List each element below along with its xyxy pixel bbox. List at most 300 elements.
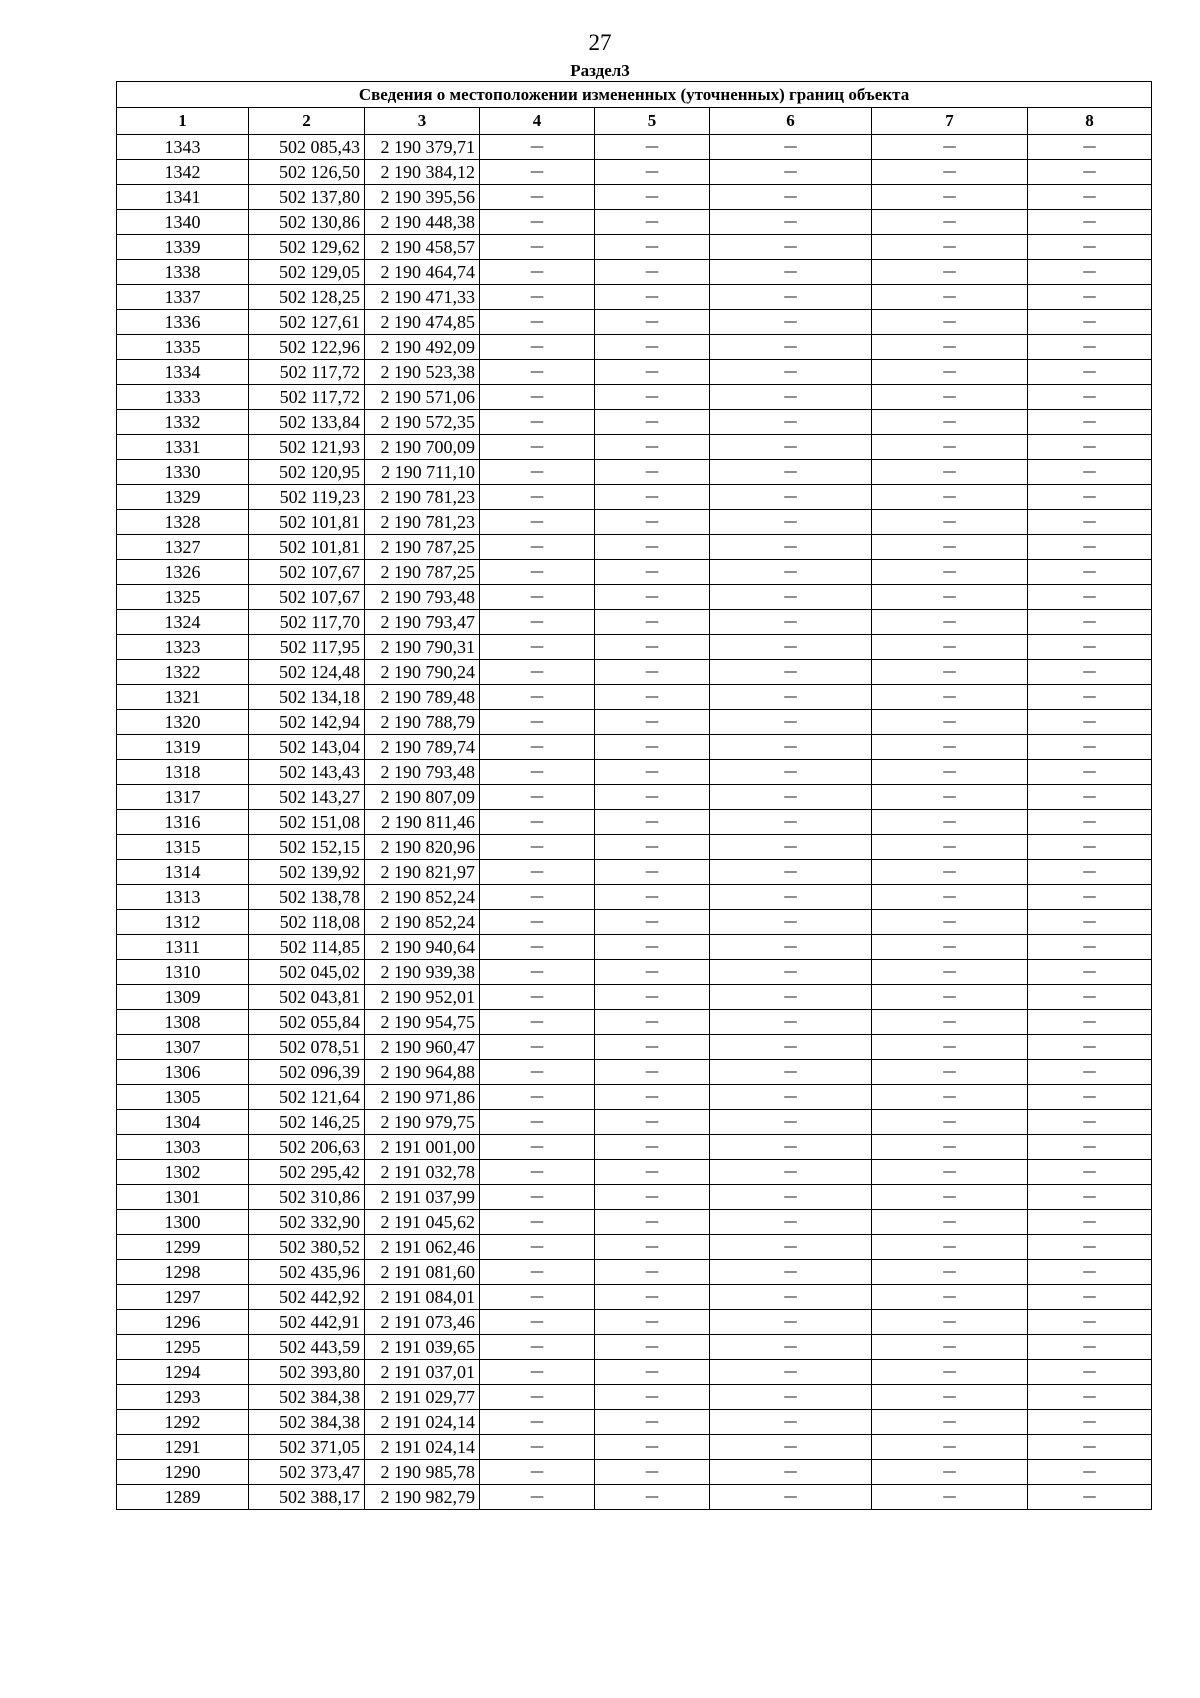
x-coordinate-cell: 502 143,43 — [249, 760, 365, 785]
x-coordinate-cell: 502 126,50 — [249, 160, 365, 185]
column-8-cell: — — [1028, 760, 1152, 785]
column-8-cell: — — [1028, 335, 1152, 360]
column-8-cell: — — [1028, 785, 1152, 810]
column-4-cell: — — [480, 1435, 595, 1460]
column-7-cell: — — [872, 385, 1028, 410]
column-5-cell: — — [595, 160, 710, 185]
x-coordinate-cell: 502 128,25 — [249, 285, 365, 310]
y-coordinate-cell: 2 190 979,75 — [365, 1110, 480, 1135]
point-number-cell: 1297 — [117, 1285, 249, 1310]
column-4-cell: — — [480, 1010, 595, 1035]
column-4-cell: — — [480, 660, 595, 685]
column-5-cell: — — [595, 810, 710, 835]
column-8-cell: — — [1028, 210, 1152, 235]
column-6-cell: — — [710, 585, 872, 610]
column-header: 1 — [117, 108, 249, 135]
column-8-cell: — — [1028, 460, 1152, 485]
column-4-cell: — — [480, 610, 595, 635]
y-coordinate-cell: 2 190 940,64 — [365, 935, 480, 960]
column-6-cell: — — [710, 260, 872, 285]
page-number: 27 — [588, 30, 612, 55]
column-8-cell: — — [1028, 735, 1152, 760]
column-6-cell: — — [710, 1410, 872, 1435]
column-6-cell: — — [710, 135, 872, 160]
column-7-cell: — — [872, 510, 1028, 535]
column-4-cell: — — [480, 210, 595, 235]
column-4-cell: — — [480, 935, 595, 960]
column-5-cell: — — [595, 1485, 710, 1510]
column-6-cell: — — [710, 735, 872, 760]
column-6-cell: — — [710, 1085, 872, 1110]
column-7-cell: — — [872, 910, 1028, 935]
column-5-cell: — — [595, 835, 710, 860]
column-8-cell: — — [1028, 160, 1152, 185]
column-8-cell: — — [1028, 1435, 1152, 1460]
point-number-cell: 1299 — [117, 1235, 249, 1260]
column-5-cell: — — [595, 735, 710, 760]
column-8-cell: — — [1028, 935, 1152, 960]
column-8-cell: — — [1028, 885, 1152, 910]
column-5-cell: — — [595, 410, 710, 435]
point-number-cell: 1293 — [117, 1385, 249, 1410]
column-8-cell: — — [1028, 860, 1152, 885]
point-number-cell: 1334 — [117, 360, 249, 385]
column-6-cell: — — [710, 1310, 872, 1335]
y-coordinate-cell: 2 191 024,14 — [365, 1410, 480, 1435]
point-number-cell: 1343 — [117, 135, 249, 160]
y-coordinate-cell: 2 191 084,01 — [365, 1285, 480, 1310]
column-4-cell: — — [480, 135, 595, 160]
column-5-cell: — — [595, 285, 710, 310]
y-coordinate-cell: 2 190 700,09 — [365, 435, 480, 460]
column-4-cell: — — [480, 1235, 595, 1260]
table-row — [117, 1060, 1152, 1085]
y-coordinate-cell: 2 191 001,00 — [365, 1135, 480, 1160]
column-7-cell: — — [872, 1310, 1028, 1335]
column-7-cell: — — [872, 1060, 1028, 1085]
x-coordinate-cell: 502 045,02 — [249, 960, 365, 985]
y-coordinate-cell: 2 190 384,12 — [365, 160, 480, 185]
column-7-cell: — — [872, 1485, 1028, 1510]
column-8-cell: — — [1028, 1235, 1152, 1260]
point-number-cell: 1321 — [117, 685, 249, 710]
column-4-cell: — — [480, 1035, 595, 1060]
point-number-cell: 1291 — [117, 1435, 249, 1460]
column-7-cell: — — [872, 1410, 1028, 1435]
column-5-cell: — — [595, 910, 710, 935]
y-coordinate-cell: 2 191 073,46 — [365, 1310, 480, 1335]
x-coordinate-cell: 502 117,72 — [249, 360, 365, 385]
section-title: Раздел3 — [570, 61, 630, 80]
x-coordinate-cell: 502 130,86 — [249, 210, 365, 235]
column-5-cell: — — [595, 1260, 710, 1285]
column-7-cell: — — [872, 685, 1028, 710]
column-8-cell: — — [1028, 410, 1152, 435]
column-5-cell: — — [595, 1410, 710, 1435]
point-number-cell: 1305 — [117, 1085, 249, 1110]
column-5-cell: — — [595, 660, 710, 685]
point-number-cell: 1311 — [117, 935, 249, 960]
table-row — [117, 1135, 1152, 1160]
column-6-cell: — — [710, 1260, 872, 1285]
column-7-cell: — — [872, 1235, 1028, 1260]
x-coordinate-cell: 502 143,04 — [249, 735, 365, 760]
x-coordinate-cell: 502 152,15 — [249, 835, 365, 860]
column-7-cell: — — [872, 360, 1028, 385]
column-8-cell: — — [1028, 260, 1152, 285]
column-6-cell: — — [710, 335, 872, 360]
x-coordinate-cell: 502 117,70 — [249, 610, 365, 635]
column-7-cell: — — [872, 160, 1028, 185]
table-row — [117, 1035, 1152, 1060]
column-4-cell: — — [480, 1360, 595, 1385]
x-coordinate-cell: 502 117,72 — [249, 385, 365, 410]
point-number-cell: 1318 — [117, 760, 249, 785]
point-number-cell: 1324 — [117, 610, 249, 635]
column-6-cell: — — [710, 985, 872, 1010]
column-8-cell: — — [1028, 960, 1152, 985]
point-number-cell: 1294 — [117, 1360, 249, 1385]
column-header: 8 — [1028, 108, 1152, 135]
y-coordinate-cell: 2 191 045,62 — [365, 1210, 480, 1235]
table-row — [117, 610, 1152, 635]
column-7-cell: — — [872, 1435, 1028, 1460]
column-8-cell: — — [1028, 685, 1152, 710]
column-6-cell: — — [710, 960, 872, 985]
column-6-cell: — — [710, 635, 872, 660]
table-row — [117, 285, 1152, 310]
x-coordinate-cell: 502 380,52 — [249, 1235, 365, 1260]
x-coordinate-cell: 502 310,86 — [249, 1185, 365, 1210]
point-number-cell: 1328 — [117, 510, 249, 535]
y-coordinate-cell: 2 190 982,79 — [365, 1485, 480, 1510]
column-7-cell: — — [872, 1160, 1028, 1185]
table-caption: Сведения о местоположении измененных (уточненных) границ объекта — [117, 82, 1152, 108]
column-7-cell: — — [872, 1210, 1028, 1235]
point-number-cell: 1295 — [117, 1335, 249, 1360]
table-row — [117, 260, 1152, 285]
point-number-cell: 1335 — [117, 335, 249, 360]
column-4-cell: — — [480, 760, 595, 785]
column-7-cell: — — [872, 1085, 1028, 1110]
column-4-cell: — — [480, 560, 595, 585]
point-number-cell: 1303 — [117, 1135, 249, 1160]
column-8-cell: — — [1028, 585, 1152, 610]
y-coordinate-cell: 2 191 037,01 — [365, 1360, 480, 1385]
column-7-cell: — — [872, 585, 1028, 610]
point-number-cell: 1315 — [117, 835, 249, 860]
column-6-cell: — — [710, 485, 872, 510]
column-4-cell: — — [480, 1310, 595, 1335]
table-row — [117, 1435, 1152, 1460]
table-row — [117, 1335, 1152, 1360]
point-number-cell: 1317 — [117, 785, 249, 810]
y-coordinate-cell: 2 190 458,57 — [365, 235, 480, 260]
column-6-cell: — — [710, 560, 872, 585]
column-8-cell: — — [1028, 310, 1152, 335]
point-number-cell: 1300 — [117, 1210, 249, 1235]
column-7-cell: — — [872, 660, 1028, 685]
column-header: 3 — [365, 108, 480, 135]
point-number-cell: 1326 — [117, 560, 249, 585]
column-6-cell: — — [710, 510, 872, 535]
column-4-cell: — — [480, 835, 595, 860]
column-4-cell: — — [480, 585, 595, 610]
column-8-cell: — — [1028, 610, 1152, 635]
column-8-cell: — — [1028, 485, 1152, 510]
column-6-cell: — — [710, 685, 872, 710]
column-4-cell: — — [480, 285, 595, 310]
column-7-cell: — — [872, 1260, 1028, 1285]
column-8-cell: — — [1028, 1010, 1152, 1035]
table-row — [117, 960, 1152, 985]
x-coordinate-cell: 502 332,90 — [249, 1210, 365, 1235]
column-6-cell: — — [710, 310, 872, 335]
table-row — [117, 1360, 1152, 1385]
column-6-cell: — — [710, 1360, 872, 1385]
point-number-cell: 1307 — [117, 1035, 249, 1060]
column-4-cell: — — [480, 335, 595, 360]
column-4-cell: — — [480, 460, 595, 485]
column-7-cell: — — [872, 635, 1028, 660]
y-coordinate-cell: 2 190 787,25 — [365, 535, 480, 560]
x-coordinate-cell: 502 129,62 — [249, 235, 365, 260]
column-4-cell: — — [480, 1060, 595, 1085]
y-coordinate-cell: 2 191 039,65 — [365, 1335, 480, 1360]
table-row — [117, 1260, 1152, 1285]
y-coordinate-cell: 2 190 821,97 — [365, 860, 480, 885]
table-row — [117, 235, 1152, 260]
y-coordinate-cell: 2 191 037,99 — [365, 1185, 480, 1210]
column-5-cell: — — [595, 485, 710, 510]
y-coordinate-cell: 2 190 852,24 — [365, 885, 480, 910]
column-5-cell: — — [595, 1135, 710, 1160]
table-row — [117, 1310, 1152, 1335]
point-number-cell: 1332 — [117, 410, 249, 435]
column-5-cell: — — [595, 1435, 710, 1460]
column-header: 7 — [872, 108, 1028, 135]
column-4-cell: — — [480, 635, 595, 660]
x-coordinate-cell: 502 120,95 — [249, 460, 365, 485]
x-coordinate-cell: 502 107,67 — [249, 560, 365, 585]
x-coordinate-cell: 502 373,47 — [249, 1460, 365, 1485]
table-row — [117, 360, 1152, 385]
y-coordinate-cell: 2 190 952,01 — [365, 985, 480, 1010]
x-coordinate-cell: 502 139,92 — [249, 860, 365, 885]
column-4-cell: — — [480, 310, 595, 335]
table-row — [117, 710, 1152, 735]
column-5-cell: — — [595, 135, 710, 160]
column-5-cell: — — [595, 1010, 710, 1035]
column-8-cell: — — [1028, 1210, 1152, 1235]
column-5-cell: — — [595, 435, 710, 460]
point-number-cell: 1306 — [117, 1060, 249, 1085]
column-6-cell: — — [710, 1135, 872, 1160]
column-4-cell: — — [480, 860, 595, 885]
y-coordinate-cell: 2 191 032,78 — [365, 1160, 480, 1185]
table-row — [117, 1485, 1152, 1510]
column-7-cell: — — [872, 960, 1028, 985]
column-4-cell: — — [480, 810, 595, 835]
column-6-cell: — — [710, 1235, 872, 1260]
column-5-cell: — — [595, 510, 710, 535]
column-7-cell: — — [872, 710, 1028, 735]
x-coordinate-cell: 502 117,95 — [249, 635, 365, 660]
column-6-cell: — — [710, 910, 872, 935]
column-6-cell: — — [710, 660, 872, 685]
table-row — [117, 1160, 1152, 1185]
y-coordinate-cell: 2 190 971,86 — [365, 1085, 480, 1110]
x-coordinate-cell: 502 121,64 — [249, 1085, 365, 1110]
table-row — [117, 310, 1152, 335]
column-4-cell: — — [480, 1285, 595, 1310]
column-8-cell: — — [1028, 635, 1152, 660]
column-6-cell: — — [710, 235, 872, 260]
y-coordinate-cell: 2 190 448,38 — [365, 210, 480, 235]
point-number-cell: 1309 — [117, 985, 249, 1010]
column-4-cell: — — [480, 735, 595, 760]
y-coordinate-cell: 2 190 788,79 — [365, 710, 480, 735]
table-row — [117, 735, 1152, 760]
column-header: 6 — [710, 108, 872, 135]
column-6-cell: — — [710, 935, 872, 960]
column-6-cell: — — [710, 1185, 872, 1210]
table-row — [117, 1085, 1152, 1110]
column-6-cell: — — [710, 1160, 872, 1185]
column-6-cell: — — [710, 1485, 872, 1510]
column-6-cell: — — [710, 435, 872, 460]
y-coordinate-cell: 2 191 029,77 — [365, 1385, 480, 1410]
column-5-cell: — — [595, 610, 710, 635]
x-coordinate-cell: 502 146,25 — [249, 1110, 365, 1135]
column-8-cell: — — [1028, 185, 1152, 210]
y-coordinate-cell: 2 190 789,74 — [365, 735, 480, 760]
column-5-cell: — — [595, 785, 710, 810]
column-4-cell: — — [480, 160, 595, 185]
column-header: 5 — [595, 108, 710, 135]
y-coordinate-cell: 2 190 793,48 — [365, 760, 480, 785]
point-number-cell: 1339 — [117, 235, 249, 260]
x-coordinate-cell: 502 142,94 — [249, 710, 365, 735]
table-row — [117, 1210, 1152, 1235]
table-row — [117, 860, 1152, 885]
column-header: 2 — [249, 108, 365, 135]
table-row — [117, 785, 1152, 810]
column-8-cell: — — [1028, 1385, 1152, 1410]
x-coordinate-cell: 502 101,81 — [249, 510, 365, 535]
column-7-cell: — — [872, 410, 1028, 435]
column-6-cell: — — [710, 1060, 872, 1085]
x-coordinate-cell: 502 107,67 — [249, 585, 365, 610]
column-6-cell: — — [710, 1035, 872, 1060]
column-8-cell: — — [1028, 660, 1152, 685]
column-7-cell: — — [872, 735, 1028, 760]
column-6-cell: — — [710, 1335, 872, 1360]
column-5-cell: — — [595, 235, 710, 260]
column-4-cell: — — [480, 1460, 595, 1485]
column-5-cell: — — [595, 1085, 710, 1110]
table-row — [117, 385, 1152, 410]
column-4-cell: — — [480, 785, 595, 810]
column-7-cell: — — [872, 285, 1028, 310]
x-coordinate-cell: 502 122,96 — [249, 335, 365, 360]
table-row — [117, 210, 1152, 235]
column-8-cell: — — [1028, 1260, 1152, 1285]
column-5-cell: — — [595, 310, 710, 335]
column-7-cell: — — [872, 535, 1028, 560]
table-row — [117, 460, 1152, 485]
table-row — [117, 485, 1152, 510]
table-row — [117, 985, 1152, 1010]
y-coordinate-cell: 2 190 492,09 — [365, 335, 480, 360]
column-6-cell: — — [710, 835, 872, 860]
x-coordinate-cell: 502 101,81 — [249, 535, 365, 560]
column-6-cell: — — [710, 1010, 872, 1035]
table-row — [117, 660, 1152, 685]
column-7-cell: — — [872, 485, 1028, 510]
column-8-cell: — — [1028, 135, 1152, 160]
column-7-cell: — — [872, 835, 1028, 860]
table-row — [117, 760, 1152, 785]
point-number-cell: 1319 — [117, 735, 249, 760]
y-coordinate-cell: 2 190 793,47 — [365, 610, 480, 635]
column-5-cell: — — [595, 1035, 710, 1060]
column-6-cell: — — [710, 535, 872, 560]
x-coordinate-cell: 502 096,39 — [249, 1060, 365, 1085]
column-7-cell: — — [872, 460, 1028, 485]
column-4-cell: — — [480, 1160, 595, 1185]
column-6-cell: — — [710, 1110, 872, 1135]
column-8-cell: — — [1028, 1410, 1152, 1435]
point-number-cell: 1331 — [117, 435, 249, 460]
column-8-cell: — — [1028, 1360, 1152, 1385]
x-coordinate-cell: 502 388,17 — [249, 1485, 365, 1510]
column-5-cell: — — [595, 535, 710, 560]
point-number-cell: 1322 — [117, 660, 249, 685]
column-7-cell: — — [872, 610, 1028, 635]
column-7-cell: — — [872, 335, 1028, 360]
y-coordinate-cell: 2 191 024,14 — [365, 1435, 480, 1460]
column-8-cell: — — [1028, 1060, 1152, 1085]
column-5-cell: — — [595, 710, 710, 735]
table-row — [117, 510, 1152, 535]
column-8-cell: — — [1028, 1160, 1152, 1185]
column-8-cell: — — [1028, 1485, 1152, 1510]
column-7-cell: — — [872, 785, 1028, 810]
table-header-row — [117, 108, 1152, 135]
column-5-cell: — — [595, 335, 710, 360]
x-coordinate-cell: 502 384,38 — [249, 1410, 365, 1435]
point-number-cell: 1341 — [117, 185, 249, 210]
x-coordinate-cell: 502 129,05 — [249, 260, 365, 285]
column-4-cell: — — [480, 1410, 595, 1435]
x-coordinate-cell: 502 206,63 — [249, 1135, 365, 1160]
column-8-cell: — — [1028, 835, 1152, 860]
table-row — [117, 885, 1152, 910]
column-5-cell: — — [595, 1185, 710, 1210]
x-coordinate-cell: 502 442,91 — [249, 1310, 365, 1335]
column-7-cell: — — [872, 1110, 1028, 1135]
column-4-cell: — — [480, 1385, 595, 1410]
point-number-cell: 1340 — [117, 210, 249, 235]
x-coordinate-cell: 502 295,42 — [249, 1160, 365, 1185]
column-5-cell: — — [595, 1235, 710, 1260]
column-7-cell: — — [872, 985, 1028, 1010]
y-coordinate-cell: 2 190 471,33 — [365, 285, 480, 310]
column-5-cell: — — [595, 585, 710, 610]
column-8-cell: — — [1028, 435, 1152, 460]
column-8-cell: — — [1028, 1185, 1152, 1210]
